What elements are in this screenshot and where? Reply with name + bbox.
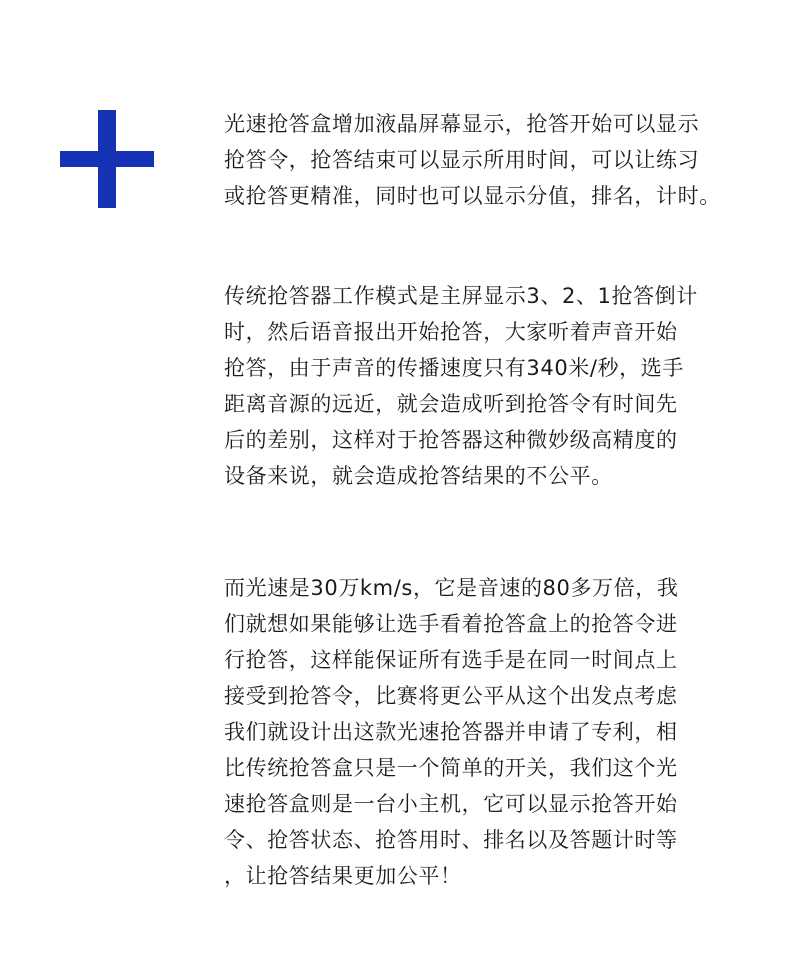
text-line: 时，然后语音报出开始抢答，大家听着声音开始 bbox=[224, 320, 678, 344]
text-line: 我们就设计出这款光速抢答器并申请了专利，相 bbox=[224, 720, 678, 744]
text-line: 传统抢答器工作模式是主屏显示3、2、1抢答倒计 bbox=[224, 284, 698, 308]
plus-icon bbox=[60, 110, 154, 208]
text-line: 比传统抢答盒只是一个简单的开关，我们这个光 bbox=[224, 756, 678, 780]
text-line: 令、抢答状态、抢答用时、排名以及答题计时等 bbox=[224, 828, 678, 852]
text-line: 后的差别，这样对于抢答器这种微妙级高精度的 bbox=[224, 428, 678, 452]
text-line: 们就想如果能够让选手看着抢答盒上的抢答令进 bbox=[224, 612, 678, 636]
text-line: 接受到抢答令，比赛将更公平从这个出发点考虑 bbox=[224, 684, 678, 708]
text-line: 或抢答更精准，同时也可以显示分值，排名，计时。 bbox=[224, 184, 721, 208]
text-line: 光速抢答盒增加液晶屏幕显示，抢答开始可以显示 bbox=[224, 112, 700, 136]
plus-icon-horizontal-bar bbox=[60, 151, 154, 167]
paragraph-light-speed bbox=[224, 570, 754, 894]
text-line: 速抢答盒则是一台小主机，它可以显示抢答开始 bbox=[224, 792, 678, 816]
paragraph-lcd-display bbox=[224, 106, 754, 214]
text-line: 抢答，由于声音的传播速度只有340米/秒，选手 bbox=[224, 356, 684, 380]
text-line: 抢答令，抢答结束可以显示所用时间，可以让练习 bbox=[224, 148, 700, 172]
text-line: ，让抢答结果更加公平！ bbox=[224, 864, 462, 888]
text-line: 而光速是30万km/s，它是音速的80多万倍，我 bbox=[224, 576, 679, 600]
text-line: 行抢答，这样能保证所有选手是在同一时间点上 bbox=[224, 648, 678, 672]
article-body bbox=[224, 106, 754, 894]
paragraph-traditional-mode bbox=[224, 278, 754, 494]
text-line: 距离音源的远近，就会造成听到抢答令有时间先 bbox=[224, 392, 678, 416]
text-line: 设备来说，就会造成抢答结果的不公平。 bbox=[224, 464, 613, 488]
